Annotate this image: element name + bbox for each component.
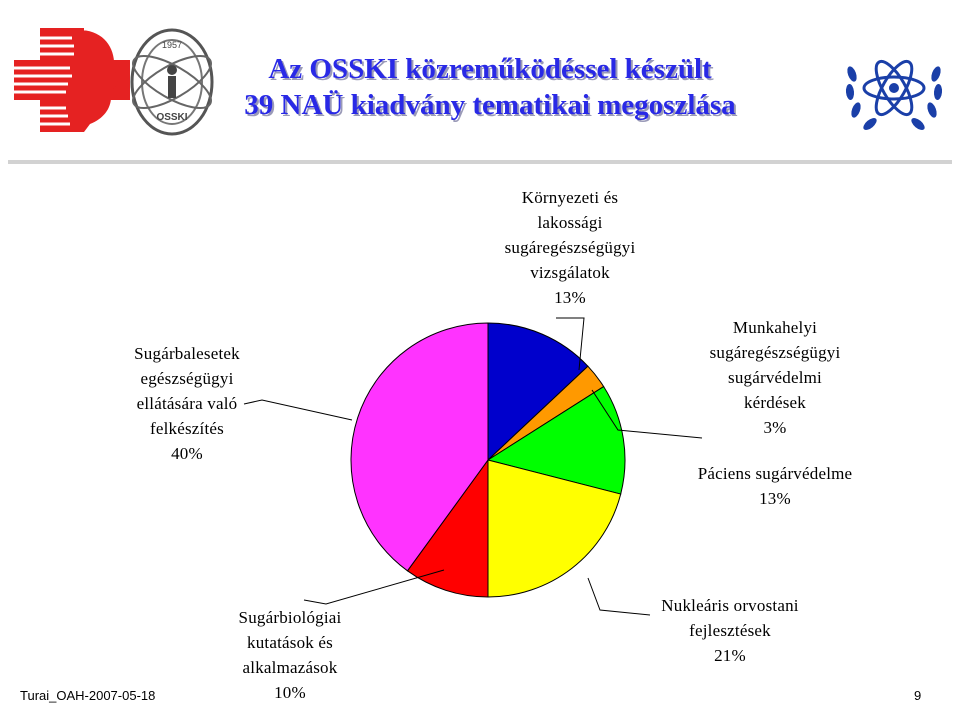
label-paciens-percent: 13%	[759, 489, 791, 508]
label-sugarbalesetek-percent: 40%	[171, 444, 203, 463]
page-number: 9	[914, 688, 922, 703]
label-kornyezeti-line-3: sugáregészségügyi	[504, 238, 636, 257]
osski-text: OSSKI	[156, 112, 188, 123]
label-sugarbalesetek-line-1: Sugárbalesetek	[134, 344, 240, 363]
label-sugarbiologiai-line-2: kutatások és	[247, 633, 333, 652]
label-munkahelyi	[680, 315, 870, 440]
label-sugarbalesetek-line-4: felkészítés	[150, 419, 224, 438]
label-sugarbiologiai-line-3: alkalmazások	[242, 658, 338, 677]
label-nuklearis-percent: 21%	[714, 646, 746, 665]
label-munkahelyi-line-1: Munkahelyi	[732, 318, 818, 337]
label-munkahelyi-line-4: kérdések	[743, 393, 806, 412]
label-munkahelyi-line-2: sugáregészségügyi	[709, 343, 841, 362]
label-sugarbiologiai	[210, 605, 370, 705]
label-sugarbiologiai-line-1: Sugárbiológiai	[238, 608, 342, 627]
label-kornyezeti-line-2: lakossági	[537, 213, 603, 232]
osski-year: 1957	[161, 40, 183, 50]
label-sugarbalesetek	[112, 341, 262, 466]
label-kornyezeti-percent: 13%	[554, 288, 586, 307]
label-munkahelyi-percent: 3%	[763, 418, 787, 437]
label-kornyezeti	[480, 185, 660, 310]
label-sugarbiologiai-percent: 10%	[274, 683, 306, 702]
title-line-2: 39 NAÜ kiadvány tematikai megoszlása	[244, 89, 736, 121]
label-nuklearis	[640, 593, 820, 668]
label-kornyezeti-line-1: Környezeti és	[521, 188, 619, 207]
label-nuklearis-line-2: fejlesztések	[689, 621, 771, 640]
label-munkahelyi-line-3: sugárvédelmi	[728, 368, 822, 387]
label-sugarbalesetek-line-2: egészségügyi	[140, 369, 234, 388]
label-nuklearis-line-1: Nukleáris orvostani	[661, 596, 799, 615]
title-line-1: Az OSSKI közreműködéssel készült	[268, 53, 712, 85]
footer-date-label: Turai_OAH-2007-05-18	[20, 688, 156, 703]
label-paciens-line-1: Páciens sugárvédelme	[697, 464, 853, 483]
label-kornyezeti-line-4: vizsgálatok	[530, 263, 610, 282]
label-paciens	[682, 461, 868, 511]
label-sugarbalesetek-line-3: ellátására való	[136, 394, 238, 413]
